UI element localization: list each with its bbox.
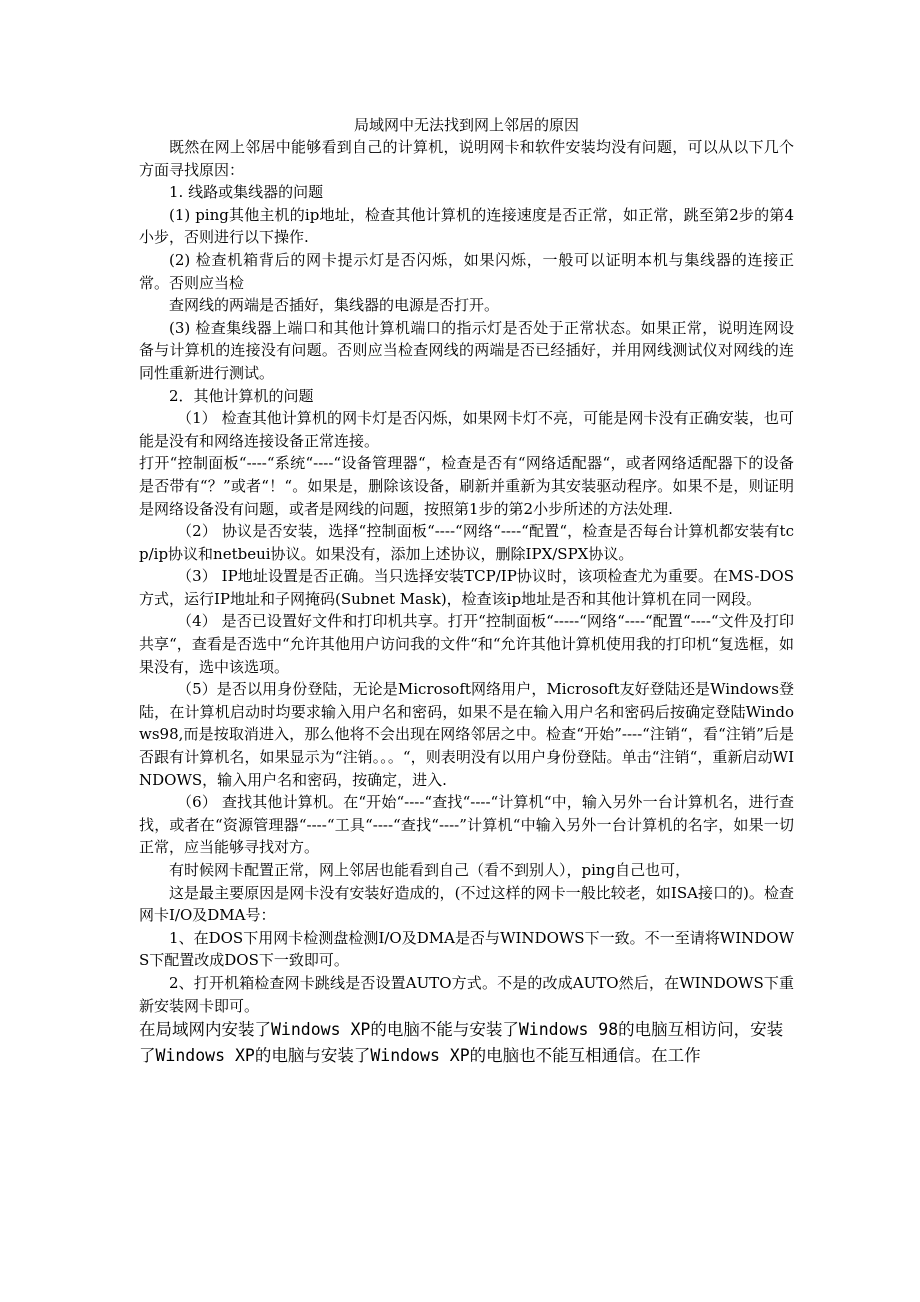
paragraph-2-2: （2） 协议是否安装，选择“控制面板“----“网络“----“配置“，检查是否每台计算机都安装有tcp/ip协议和netbeui协议。如果没有，添加上述协议，删除IPX/SPX协议。 [139, 522, 794, 563]
paragraph-note-1: 有时候网卡配置正常，网上邻居也能看到自己（看不到别人），ping自己也可， [169, 861, 691, 879]
paragraph-step-2: 2、打开机箱检查网卡跳线是否设置AUTO方式。不是的改成AUTO然后，在WINDOWS下重新安装网卡即可。 [139, 973, 794, 1015]
paragraph-2-3: （3） IP地址设置是否正确。当只选择安装TCP/IP协议时，该项检查尤为重要。在MS-DOS方式，运行IP地址和子网掩码(Subnet Mask)，检查该ip地址是否和其他计算机在同一网段。 [139, 567, 794, 608]
paragraph-note-2: 这是最主要原因是网卡没有安装好造成的，(不过这样的网卡一般比较老，如ISA接口的)。检查网卡I/O及DMA号： [139, 883, 794, 925]
paragraph-2-5: （5）是否以用身份登陆，无论是Microsoft网络用户，Microsoft友好登陆还是Windows登陆，在计算机启动时均要求输入用户名和密码，如果不是在输入用户名和密码后按确定登陆Windows98,而是按取消进入，那么他将不会出现在网络邻居之中。检查“开始”----“注销“，看“注销”后是否跟有计算机名，如果显示为“注销。。。“，则表明没有以用户身份登陆。单击“注销“，重新启动WINDOWS，输入用户名和密码，按确定，进入. [139, 680, 794, 789]
intro-paragraph: 既然在网上邻居中能够看到自己的计算机，说明网卡和软件安装均没有问题，可以从以下几个方面寻找原因： [139, 138, 794, 179]
paragraph-1-1: (1) ping其他主机的ip地址，检查其他计算机的连接速度是否正常，如正常，跳至第2步的第4小步，否则进行以下操作. [139, 205, 794, 247]
paragraph-xp-section: 在局域网内安装了Windows XP的电脑不能与安装了Windows 98的电脑互相访问，安装了Windows XP的电脑与安装了Windows XP的电脑也不能互相通信。在工作 [139, 1020, 784, 1066]
section-heading-2: 2．其他计算机的问题 [169, 386, 314, 405]
paragraph-2-1: （1） 检查其他计算机的网卡灯是否闪烁，如果网卡灯不亮，可能是网卡没有正确安装，也可能是没有和网络连接设备正常连接。 [139, 409, 794, 450]
document-page [139, 114, 794, 1069]
paragraph-2-1-cont: 打开“控制面板“----“系统“----“设备管理器“，检查是否有“网络适配器“，或者网络适配器下的设备是否带有“？”或者“！“。如果是，删除该设备，刷新并重新为其安装驱动程序。如果不是，则证明是网络设备没有问题，或者是网线的问题，按照第1步的第2小步所述的方法处理. [139, 454, 794, 518]
paragraph-2-4: （4） 是否已设置好文件和打印机共享。打开“控制面板“-----“网络“----“配置“----“文件及打印共享“，查看是否选中“允许其他用户访问我的文件“和“允许其他计算机使用我的打印机“复选框，如果没有，选中该选项。 [139, 612, 794, 676]
section-heading-1: 1. 线路或集线器的问题 [169, 183, 324, 202]
paragraph-step-1: 1、在DOS下用网卡检测盘检测I/O及DMA是否与WINDOWS下一致。不一至请将WINDOWS下配置改成DOS下一致即可。 [139, 928, 794, 970]
paragraph-1-2-cont: 查网线的两端是否插好，集线器的电源是否打开。 [169, 296, 500, 315]
paragraph-2-6: （6） 查找其他计算机。在“开始“----“查找“----“计算机“中，输入另外一台计算机名，进行查找，或者在“资源管理器“----“工具“----“查找“----”计算机“中输入另外一台计算机的名字，如果一切正常，应当能够寻找对方。 [139, 793, 794, 857]
paragraph-1-3: (3) 检查集线器上端口和其他计算机端口的指示灯是否处于正常状态。如果正常，说明连网设备与计算机的连接没有问题。否则应当检查网线的两端是否已经插好，并用网线测试仪对网线的连同性重新进行测试。 [139, 318, 794, 382]
document-title: 局域网中无法找到网上邻居的原因 [353, 116, 579, 134]
paragraph-1-2: (2) 检查机箱背后的网卡提示灯是否闪烁，如果闪烁，一般可以证明本机与集线器的连接正常。否则应当检 [139, 250, 794, 292]
